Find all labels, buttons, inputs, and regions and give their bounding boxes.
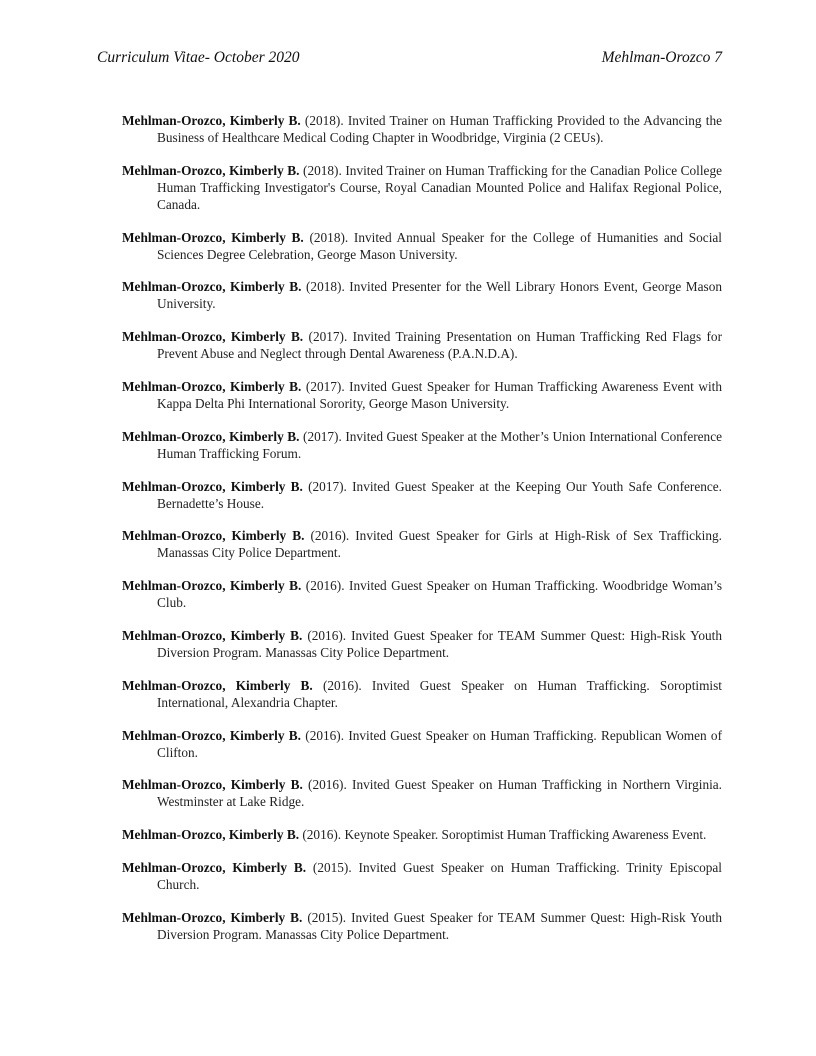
- list-item: [122, 826, 722, 843]
- entry-author: Mehlman-Orozco, Kimberly B.: [122, 909, 303, 925]
- list-item: [122, 527, 722, 561]
- entry-text: (2018). Invited Trainer on Human Trafficking for the Canadian Police College Human Trafficking Investigator's Course, Royal Canadian Mounted Police and Halifax Regional Police, Canada.: [157, 162, 723, 212]
- entry-author: Mehlman-Orozco, Kimberly B.: [122, 229, 304, 245]
- entry-author: Mehlman-Orozco, Kimberly B.: [122, 162, 300, 178]
- entry-author: Mehlman-Orozco, Kimberly B.: [122, 727, 301, 743]
- entry-author: Mehlman-Orozco, Kimberly B.: [122, 378, 302, 394]
- entry-author: Mehlman-Orozco, Kimberly B.: [122, 827, 300, 843]
- header-title: Curriculum Vitae- October 2020: [97, 49, 300, 66]
- entry-text: (2016). Invited Guest Speaker on Human Trafficking. Woodbridge Woman’s Club.: [157, 578, 722, 611]
- entry-text: (2016). Invited Guest Speaker on Human Trafficking. Republican Women of Clifton.: [157, 727, 723, 760]
- entry-author: Mehlman-Orozco, Kimberly B.: [122, 279, 302, 295]
- page-header: [97, 49, 722, 71]
- entry-text: (2016). Invited Guest Speaker for Girls at High-Risk of Sex Trafficking. Manassas City Police Department.: [157, 528, 722, 561]
- entry-text: (2018). Invited Presenter for the Well Library Honors Event, George Mason University.: [157, 279, 723, 312]
- entry-author: Mehlman-Orozco, Kimberly B.: [122, 627, 303, 643]
- list-item: [122, 627, 722, 661]
- entry-text: (2018). Invited Annual Speaker for the College of Humanities and Social Sciences Degree Celebration, George Mason University.: [157, 229, 722, 262]
- entry-text: (2015). Invited Guest Speaker for TEAM Summer Quest: High-Risk Youth Diversion Program. Manassas City Police Department.: [157, 909, 723, 942]
- entry-text: (2016). Invited Guest Speaker for TEAM Summer Quest: High-Risk Youth Diversion Program. Manassas City Police Department.: [157, 627, 723, 660]
- list-item: [122, 278, 722, 312]
- entry-author: Mehlman-Orozco, Kimberly B.: [122, 113, 301, 128]
- entry-author: Mehlman-Orozco, Kimberly B.: [122, 329, 304, 345]
- list-item: [122, 229, 722, 263]
- entry-text: (2016). Invited Guest Speaker on Human Trafficking. Soroptimist International, Alexandria Chapter.: [157, 677, 722, 710]
- entry-author: Mehlman-Orozco, Kimberly B.: [122, 478, 303, 494]
- list-item: [122, 162, 722, 213]
- entry-author: Mehlman-Orozco, Kimberly B.: [122, 859, 307, 875]
- entry-author: Mehlman-Orozco, Kimberly B.: [122, 528, 305, 544]
- header-page-number: Mehlman-Orozco 7: [601, 49, 722, 66]
- presentations-list: [122, 112, 722, 959]
- entry-text: (2015). Invited Guest Speaker on Human Trafficking. Trinity Episcopal Church.: [157, 859, 722, 892]
- list-item: [122, 577, 722, 611]
- entry-text: (2016). Keynote Speaker. Soroptimist Human Trafficking Awareness Event.: [299, 827, 707, 843]
- list-item: [122, 328, 722, 362]
- entry-text: (2017). Invited Guest Speaker at the Keeping Our Youth Safe Conference. Bernadette’s House.: [157, 478, 723, 511]
- list-item: [122, 112, 722, 146]
- entry-author: Mehlman-Orozco, Kimberly B.: [122, 677, 313, 693]
- entry-text: (2016). Invited Guest Speaker on Human Trafficking in Northern Virginia. Westminster at Lake Ridge.: [157, 777, 723, 810]
- list-item: [122, 677, 722, 711]
- entry-text: (2017). Invited Guest Speaker for Human Trafficking Awareness Event with Kappa Delta Phi International Sorority, George Mason University.: [157, 378, 723, 411]
- entry-text: (2017). Invited Training Presentation on Human Trafficking Red Flags for Prevent Abuse and Neglect through Dental Awareness (P.A.N.D.A).: [157, 329, 723, 362]
- list-item: [122, 378, 722, 412]
- list-item: [122, 859, 722, 893]
- entry-text: (2018). Invited Trainer on Human Trafficking Provided to the Advancing the Business of Healthcare Medical Coding Chapter in Woodbridge, Virginia (2 CEUs).: [157, 113, 722, 145]
- list-item: [122, 776, 722, 810]
- entry-author: Mehlman-Orozco, Kimberly B.: [122, 777, 303, 793]
- list-item: [122, 727, 722, 761]
- entry-text: (2017). Invited Guest Speaker at the Mother’s Union International Conference Human Trafficking Forum.: [157, 428, 723, 461]
- list-item: [122, 428, 722, 462]
- entry-author: Mehlman-Orozco, Kimberly B.: [122, 578, 302, 594]
- list-item: [122, 909, 722, 943]
- entry-author: Mehlman-Orozco, Kimberly B.: [122, 428, 300, 444]
- list-item: [122, 478, 722, 512]
